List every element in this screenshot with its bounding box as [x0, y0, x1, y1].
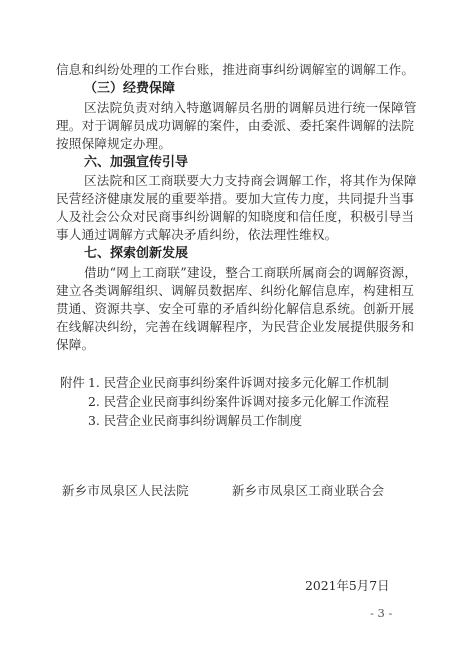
- section-heading-funding: （三）经费保障: [84, 81, 176, 96]
- section-heading-innovation: 七、探索创新发展: [84, 246, 189, 261]
- signature-federation: 新乡市凤泉区工商业联合会: [232, 483, 385, 498]
- paragraph-line: 保障。: [56, 337, 95, 352]
- paragraph-line: 事人通过调解方式解决矛盾纠纷，依法理性维权。: [56, 227, 338, 242]
- paragraph-line: 区法院和区工商联要大力支持商会调解工作，将其作为保障: [84, 173, 417, 188]
- page-number: - 3 -: [370, 606, 393, 620]
- paragraph-line: 理。对于调解员成功调解的案件，由委派、委托案件调解的法院: [56, 118, 415, 133]
- paragraph-line: 贯通、资源共享、安全可靠的矛盾纠纷化解信息系统。创新开展: [56, 301, 415, 316]
- paragraph-line: 按照保障规定办理。: [56, 136, 172, 151]
- document-date: 2021年5月7日: [305, 578, 390, 593]
- paragraph-line: 在线解决纠纷，完善在线调解程序，为民营企业发展提供服务和: [56, 319, 415, 334]
- paragraph-line: 区法院负责对纳入特邀调解员名册的调解员进行统一保障管: [84, 100, 417, 115]
- attachment-item: 2. 民营企业民商事纠纷案件诉调对接多元化解工作流程: [88, 394, 389, 409]
- paragraph-line: 民营经济健康发展的重要举措。要加大宣传力度，共同提升当事: [56, 191, 415, 206]
- attachment-item: 1. 民营企业民商事纠纷案件诉调对接多元化解工作机制: [88, 375, 389, 390]
- paragraph-line: 借助“网上工商联”建设，整合工商联所属商会的调解资源，: [84, 265, 418, 280]
- section-heading-publicity: 六、加强宣传引导: [84, 155, 189, 170]
- signature-court: 新乡市凤泉区人民法院: [62, 483, 189, 498]
- paragraph-line: 建立各类调解组织、调解员数据库、纠纷化解信息库，构建相互: [56, 283, 415, 298]
- paragraph-line: 人及社会公众对民商事纠纷调解的知晓度和信任度，积极引导当: [56, 209, 415, 224]
- attachment-item: 3. 民营企业民商事纠纷调解员工作制度: [88, 413, 303, 428]
- attachments-label: 附件: [60, 375, 85, 390]
- paragraph-line: 信息和纠纷处理的工作台账，推进商事纠纷调解室的调解工作。: [56, 62, 415, 77]
